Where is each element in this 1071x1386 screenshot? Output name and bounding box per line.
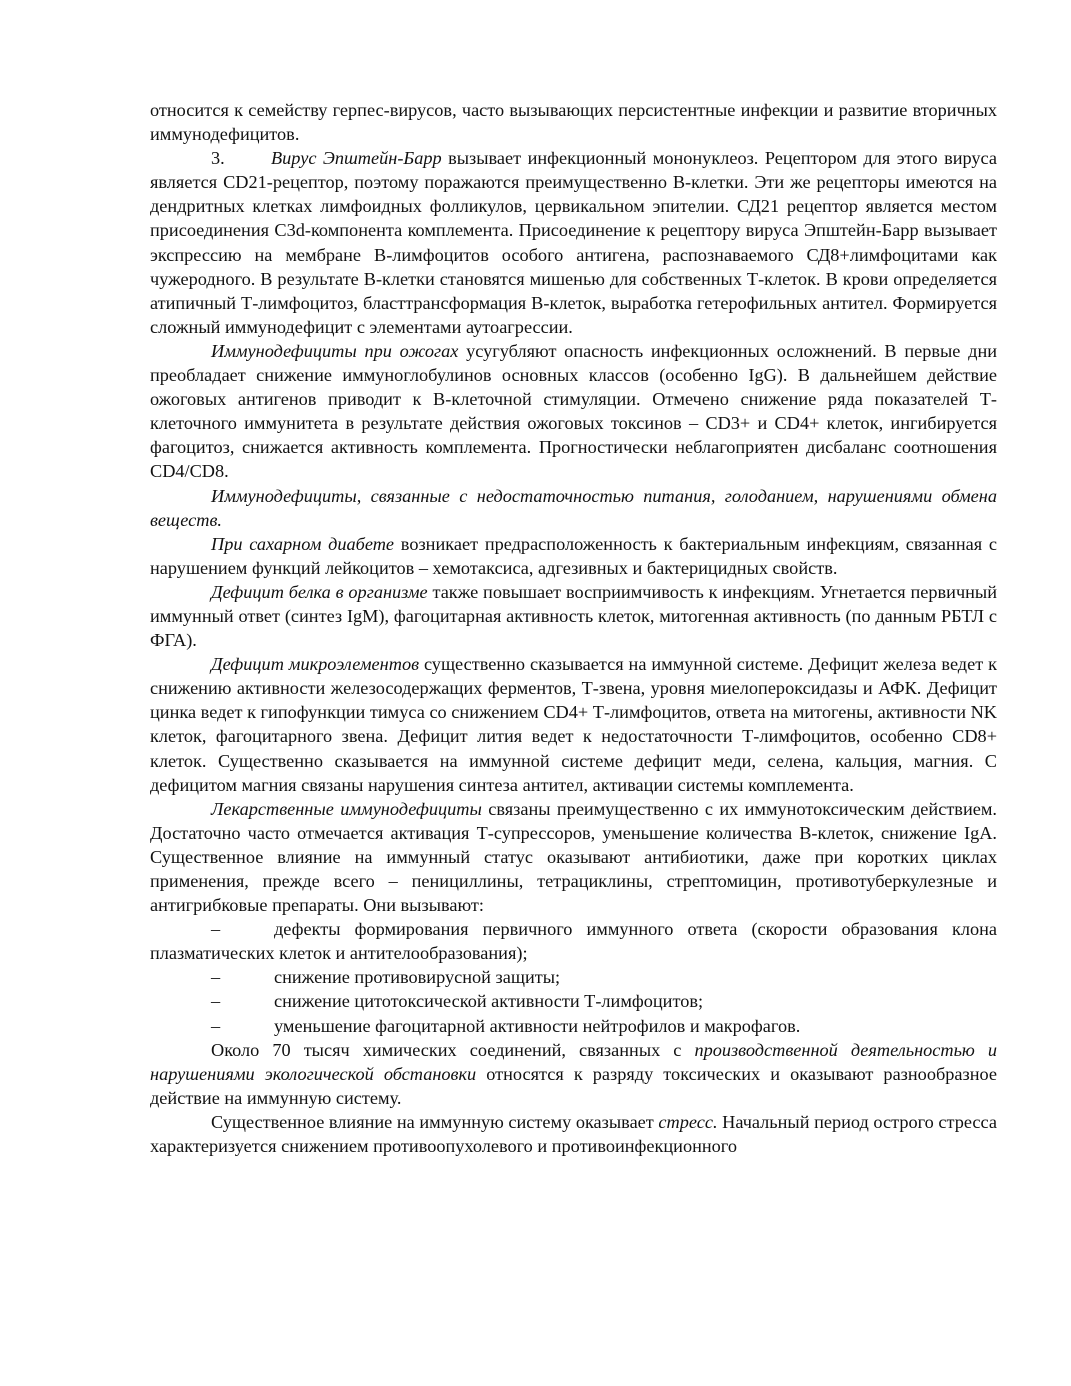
list-item-text: уменьшение фагоцитарной активности нейтрофилов и макрофагов. xyxy=(274,1015,801,1036)
paragraph-text: Существенное влияние на иммунную систему оказывает xyxy=(211,1111,659,1132)
paragraph-drug-immunodeficiency xyxy=(150,797,997,917)
paragraph-text: усугубляют опасность инфекционных осложнений. В первые дни преобладает снижение иммуноглобулинов основных классов (особенно IgG). В дальнейшем действие ожоговых антигенов приводит к В-клеточной стимуляции. Отмечено снижение ряда показателей Т-клеточного иммунитета в результате действия ожоговых токсинов – CD3+ и CD4+ клеток, ингибируется фагоцитоз, снижается активность комплемента. Прогностически неблагоприятен дисбаланс соотношения CD4/CD8. xyxy=(150,340,998,482)
term-microelements: Дефицит микроэлементов xyxy=(211,654,420,675)
paragraph-nutrition-heading xyxy=(150,484,997,532)
list-item-text: снижение противовирусной защиты; xyxy=(274,967,561,988)
term-epstein-barr: Вирус Эпштейн-Барр xyxy=(271,148,442,169)
term-nutrition: Иммунодефициты, связанные с недостаточностью питания, голоданием, нарушениями обмена веществ. xyxy=(150,485,997,530)
paragraph-text: связаны преимущественно с их иммунотоксическим действием. Достаточно часто отмечается активация Т-супрессоров, уменьшение количества В-клеток, снижение IgA. Существенное влияние на иммунный статус оказывают антибиотики, даже при коротких циклах применения, прежде всего – пенициллины, тетрациклины, стрептомицин, противотуберкулезные и антигрибковые препараты. Они вызывают: xyxy=(150,798,997,916)
term-diabetes: При сахарном диабете xyxy=(211,533,395,554)
paragraph-text: Около 70 тысяч химических соединений, связанных с xyxy=(211,1039,695,1060)
paragraph-chemical-compounds xyxy=(150,1038,997,1110)
list-item xyxy=(150,965,997,989)
paragraph-diabetes xyxy=(150,532,997,580)
paragraph-text: относятся к разряду токсических и оказывают разнообразное действие на иммунную систему. xyxy=(150,1063,998,1108)
dash-bullet: – xyxy=(211,919,221,940)
list-item-text: снижение цитотоксической активности Т-лимфоцитов; xyxy=(274,991,704,1012)
paragraph-microelements xyxy=(150,652,997,797)
term-drug-immunodeficiency: Лекарственные иммунодефициты xyxy=(211,798,482,819)
list-number: 3. xyxy=(211,148,225,169)
list-item-text: дефекты формирования первичного иммунного ответа (скорости образования клона плазматических клеток и антителообразования); xyxy=(150,919,997,964)
paragraph-text: также повышает восприимчивость к инфекциям. Угнетается первичный иммунный ответ (синтез IgM), фагоцитарная активность клеток, митогенная активность (по данным РБТЛ с ФГА). xyxy=(150,581,997,651)
term-industrial-ecology: производственной деятельностью и нарушениями экологической обстановки xyxy=(150,1039,997,1084)
paragraph-herpes-intro: относится к семейству герпес-вирусов, часто вызывающих персистентные инфекции и развитие вторичных иммунодефицитов. xyxy=(150,100,997,145)
list-item xyxy=(150,989,997,1013)
paragraph-burns xyxy=(150,339,997,484)
paragraph-protein-deficit xyxy=(150,580,997,652)
dash-bullet: – xyxy=(211,991,221,1012)
paragraph-text: Начальный период острого стресса характеризуется снижением противоопухолевого и противоинфекционного xyxy=(150,1111,997,1157)
paragraph-text: возникает предрасположенность к бактериальным инфекциям, связанная с нарушением функций лейкоцитов – хемотаксиса, адгезивных и бактерицидных свойств. xyxy=(150,533,998,578)
term-stress: стресс. xyxy=(658,1111,718,1132)
dash-bullet: – xyxy=(211,967,221,988)
list-item xyxy=(150,1014,997,1038)
term-protein-deficit: Дефицит белка в организме xyxy=(211,581,428,602)
list-item xyxy=(150,917,997,965)
paragraph-text: существенно сказывается на иммунной системе. Дефицит железа ведет к снижению активности железосодержащих ферментов, Т-звена, уровня миелопероксидазы и АФК. Дефицит цинка ведет к гипофункции тимуса со снижением CD4+ Т-лимфоцитов, ответа на митогены, активности NK клеток, фагоцитарного звена. Дефицит лития ведет к недостаточности Т-лимфоцитов, особенно CD8+ клеток. Существенно сказывается на иммунной системе дефицит меди, селена, кальция, магния. С дефицитом магния связаны нарушения синтеза антител, активации системы комплемента. xyxy=(150,654,998,795)
paragraph-epstein-barr xyxy=(150,146,997,339)
paragraph-stress xyxy=(150,1110,997,1158)
term-burns: Иммунодефициты при ожогах xyxy=(211,340,459,361)
paragraph-text: вызывает инфекционный мононуклеоз. Рецептором для этого вируса является CD21-рецептор, поэтому поражаются преимущественно В-клетки. Эти же рецепторы имеются на дендритных клетках лимфоидных фолликулов, цервикальном эпителии. СД21 рецептор является местом присоединения С3d-компонента комплемента. Присоединение к рецептору вируса Эпштейн-Барр вызывает экспрессию на мембране В-лимфоцитов особого антигена, распознаваемого СД8+лимфоцитами как чужеродного. В результате В-клетки становятся мишенью для собственных Т-клеток. В крови определяется атипичный Т-лимфоцитоз, бласттрансформация В-клеток, выработка гетерофильных антител. Формируется сложный иммунодефицит с элементами аутоагрессии. xyxy=(150,148,997,337)
dash-bullet: – xyxy=(211,1015,221,1036)
